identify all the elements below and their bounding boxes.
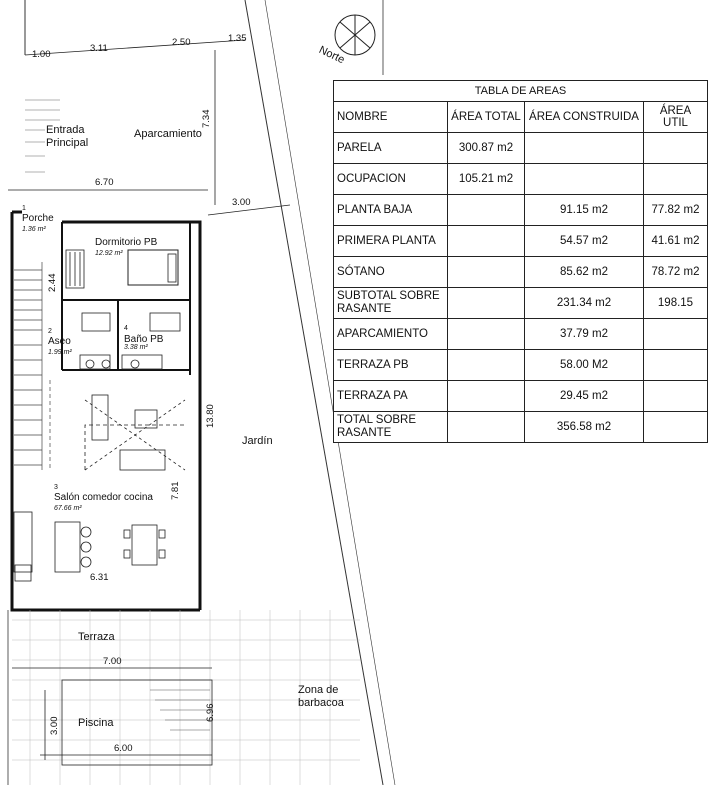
label-norte: Norte: [316, 44, 347, 67]
dim-6-00: 6.00: [114, 743, 133, 754]
table-row: [334, 257, 708, 288]
table-row: [334, 164, 708, 195]
dim-2-50: 2.50: [172, 37, 191, 48]
table-row: [334, 133, 708, 164]
dim-7-81: 7.81: [170, 481, 181, 500]
kitchen-dining: [14, 512, 165, 581]
row-total: [448, 288, 525, 319]
dim-6-96: 6.96: [205, 703, 216, 722]
label-salon: Salón comedor cocina: [54, 492, 153, 503]
row-construida: 231.34 m2: [525, 288, 644, 319]
row-total: [448, 319, 525, 350]
label-bano: Baño PB: [124, 334, 164, 345]
row-name: PRIMERA PLANTA: [334, 226, 448, 257]
row-construida: 91.15 m2: [525, 195, 644, 226]
table-row: [334, 226, 708, 257]
row-util: [644, 133, 708, 164]
label-dormitorio-area: 12.92 m²: [95, 250, 123, 257]
header-area-total: ÁREA TOTAL: [448, 102, 525, 133]
row-util: [644, 350, 708, 381]
header-area-util: ÁREA UTIL: [644, 102, 708, 133]
label-porche-num: 1: [22, 205, 26, 212]
dim-6-70: 6.70: [95, 177, 114, 188]
label-aseo-num: 2: [48, 328, 52, 335]
label-dormitorio: Dormitorio PB: [95, 237, 158, 248]
label-salon-area: 67.66 m²: [54, 505, 82, 512]
row-name: SÓTANO: [334, 257, 448, 288]
bed: [128, 250, 178, 285]
row-name: SUBTOTAL SOBRE RASANTE: [334, 288, 448, 319]
row-name: TERRAZA PA: [334, 381, 448, 412]
table-row: [334, 412, 708, 443]
row-name: TOTAL SOBRE RASANTE: [334, 412, 448, 443]
row-util: [644, 319, 708, 350]
wardrobes: [66, 250, 180, 331]
dim-13-80: 13.80: [205, 404, 216, 428]
row-construida: 37.79 m2: [525, 319, 644, 350]
label-terraza: Terraza: [78, 631, 115, 643]
bathroom-fixtures: [80, 355, 162, 369]
row-construida: 85.62 m2: [525, 257, 644, 288]
dim-1-00: 1.00: [32, 49, 51, 60]
row-name: OCUPACION: [334, 164, 448, 195]
label-piscina: Piscina: [78, 717, 114, 729]
table-row: [334, 319, 708, 350]
row-total: 105.21 m2: [448, 164, 525, 195]
row-total: 300.87 m2: [448, 133, 525, 164]
dim-2-44: 2.44: [47, 273, 58, 292]
dim-7-00: 7.00: [103, 656, 122, 667]
row-util: 41.61 m2: [644, 226, 708, 257]
area-table: [333, 80, 708, 443]
header-area-construida: ÁREA CONSTRUIDA: [525, 102, 644, 133]
row-util: [644, 164, 708, 195]
row-name: PLANTA BAJA: [334, 195, 448, 226]
table-row: [334, 288, 708, 319]
dim-6-31: 6.31: [90, 572, 109, 583]
row-name: APARCAMIENTO: [334, 319, 448, 350]
north-compass-icon: [335, 15, 375, 55]
dim-3-00-top: 3.00: [232, 197, 251, 208]
row-construida: 29.45 m2: [525, 381, 644, 412]
label-jardin: Jardín: [242, 435, 273, 447]
row-total: [448, 381, 525, 412]
row-total: [448, 350, 525, 381]
row-construida: [525, 133, 644, 164]
row-construida: 58.00 M2: [525, 350, 644, 381]
dim-7-34: 7.34: [201, 109, 212, 128]
dim-1-35: 1.35: [228, 33, 247, 44]
row-name: TERRAZA PB: [334, 350, 448, 381]
staircase: [14, 262, 50, 470]
table-title: TABLA DE AREAS: [334, 81, 708, 102]
row-total: [448, 412, 525, 443]
table-row: [334, 381, 708, 412]
table-row: [334, 350, 708, 381]
row-total: [448, 226, 525, 257]
row-util: 77.82 m2: [644, 195, 708, 226]
row-total: [448, 257, 525, 288]
row-util: [644, 381, 708, 412]
label-aseo: Aseo: [48, 336, 71, 347]
house-walls: [12, 212, 200, 610]
label-aparcamiento: Aparcamiento: [134, 128, 202, 140]
label-bano-area: 3.38 m²: [124, 344, 148, 351]
label-porche-area: 1.36 m²: [22, 226, 46, 233]
row-util: 78.72 m2: [644, 257, 708, 288]
row-util: [644, 412, 708, 443]
label-salon-num: 3: [54, 484, 58, 491]
label-entrada: Entrada Principal: [46, 124, 89, 149]
table-header-row: [334, 102, 708, 133]
dim-3-11: 3.11: [90, 43, 108, 54]
table-row: [334, 195, 708, 226]
row-name: PARELA: [334, 133, 448, 164]
dim-3-00-pool: 3.00: [49, 716, 60, 735]
living-furniture: [85, 395, 185, 470]
header-nombre: NOMBRE: [334, 102, 448, 133]
row-construida: 54.57 m2: [525, 226, 644, 257]
label-bano-num: 4: [124, 325, 128, 332]
label-barbacoa: Zona de barbacoa: [298, 684, 344, 709]
row-util: 198.15: [644, 288, 708, 319]
row-construida: 356.58 m2: [525, 412, 644, 443]
row-construida: [525, 164, 644, 195]
label-aseo-area: 1.99 m²: [48, 349, 72, 356]
label-porche: Porche: [22, 213, 54, 224]
row-total: [448, 195, 525, 226]
